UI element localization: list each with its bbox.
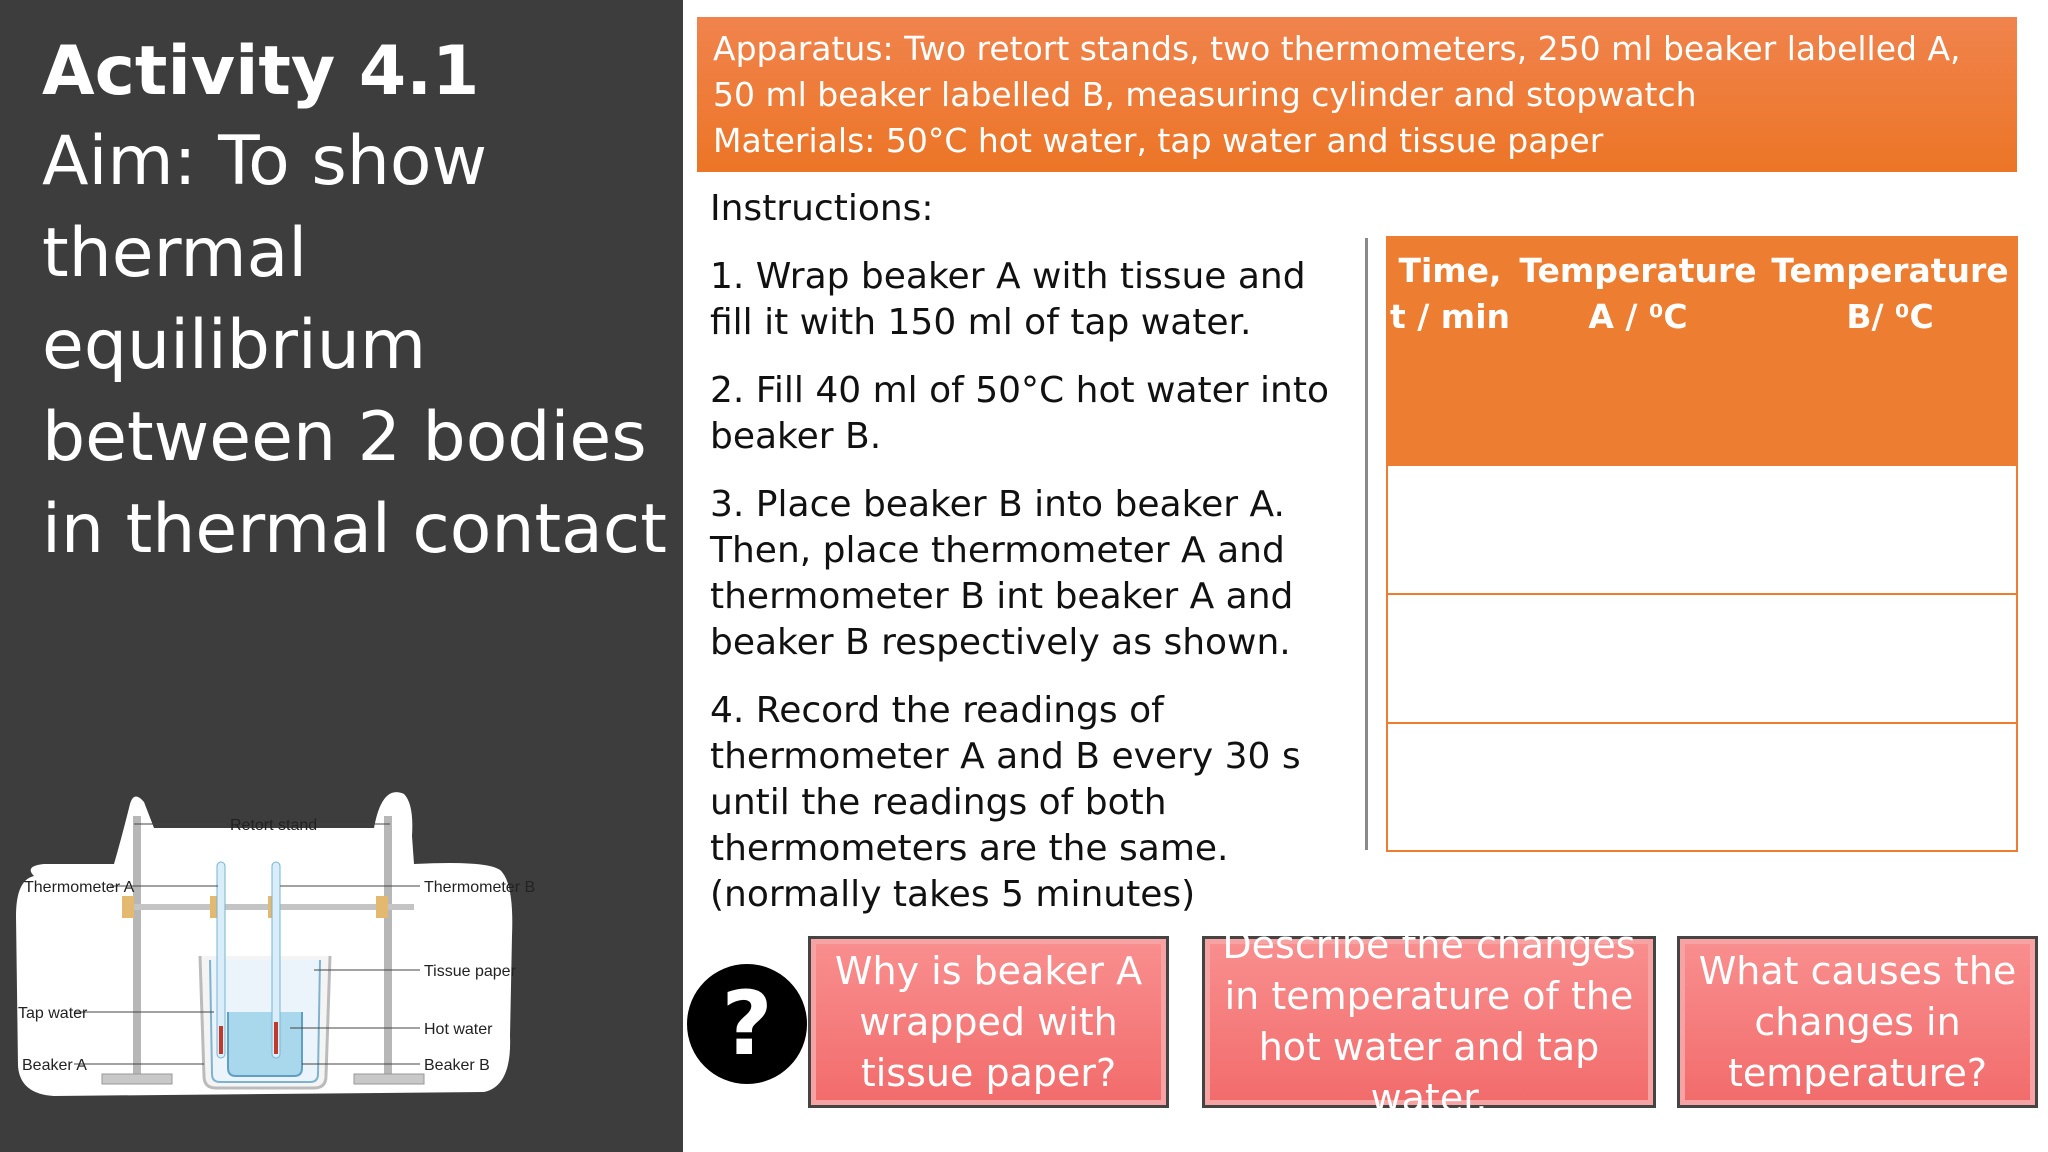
question-1-text: Why is beaker A wrapped with tissue paper?: [834, 948, 1143, 1095]
instructions: [710, 186, 1350, 940]
label-retort-stand: Retort stand: [230, 817, 318, 834]
instructions-heading: Instructions:: [710, 188, 934, 229]
aim-text: Aim: To show thermal equilibrium between 2 bodies in thermal contact: [42, 122, 667, 569]
label-hot-water: Hot water: [424, 1021, 493, 1038]
instruction-step-1: 1. Wrap beaker A with tissue and fill it with 150 ml of tap water.: [710, 256, 1306, 343]
label-tissue-paper: Tissue paper: [424, 963, 516, 980]
instruction-step-4: 4. Record the readings of thermometer A and B every 30 s until the readings of both thermometers are the same. (normally takes 5 minutes): [710, 690, 1301, 915]
label-thermometer-b: Thermometer B: [424, 879, 536, 896]
label-thermometer-a: Thermometer A: [24, 879, 135, 896]
left-panel: [0, 0, 683, 1152]
apparatus-diagram: [14, 776, 670, 1104]
question-2-text: Describe the changes in temperature of the hot water and tap water.: [1222, 923, 1636, 1120]
header-temperature-b: Temperature B/ ⁰C: [1771, 251, 2009, 336]
question-card-1[interactable]: [808, 936, 1169, 1108]
apparatus-text: Apparatus: Two retort stands, two thermometers, 250 ml beaker labelled A, 50 ml beaker labelled B, measuring cylinder and stopwatch: [713, 29, 1961, 114]
table-row[interactable]: [1388, 722, 2016, 851]
table-row[interactable]: [1388, 464, 2016, 593]
question-card-2[interactable]: [1202, 923, 1656, 1120]
label-beaker-a: Beaker A: [22, 1057, 87, 1074]
header-time: Time, t / min: [1390, 251, 1510, 336]
label-beaker-b: Beaker B: [424, 1057, 490, 1074]
question-3-text: What causes the changes in temperature?: [1698, 948, 2017, 1095]
table-header: [1388, 238, 2016, 464]
results-table: [1386, 236, 2018, 852]
question-mark-icon: ?: [687, 964, 807, 1084]
vertical-divider: [1365, 238, 1368, 850]
instruction-step-2: 2. Fill 40 ml of 50°C hot water into beaker B.: [710, 370, 1329, 457]
label-tap-water: Tap water: [18, 1005, 88, 1022]
apparatus-box: [697, 17, 2017, 172]
materials-text: Materials: 50°C hot water, tap water and tissue paper: [713, 121, 1604, 160]
activity-title: Activity 4.1: [42, 32, 480, 111]
header-temperature-a: Temperature A / ⁰C: [1519, 251, 1757, 336]
table-row[interactable]: [1388, 593, 2016, 722]
question-card-3[interactable]: [1677, 936, 2038, 1108]
instruction-step-3: 3. Place beaker B into beaker A. Then, place thermometer A and thermometer B int beaker A and beaker B respectively as shown.: [710, 484, 1294, 663]
